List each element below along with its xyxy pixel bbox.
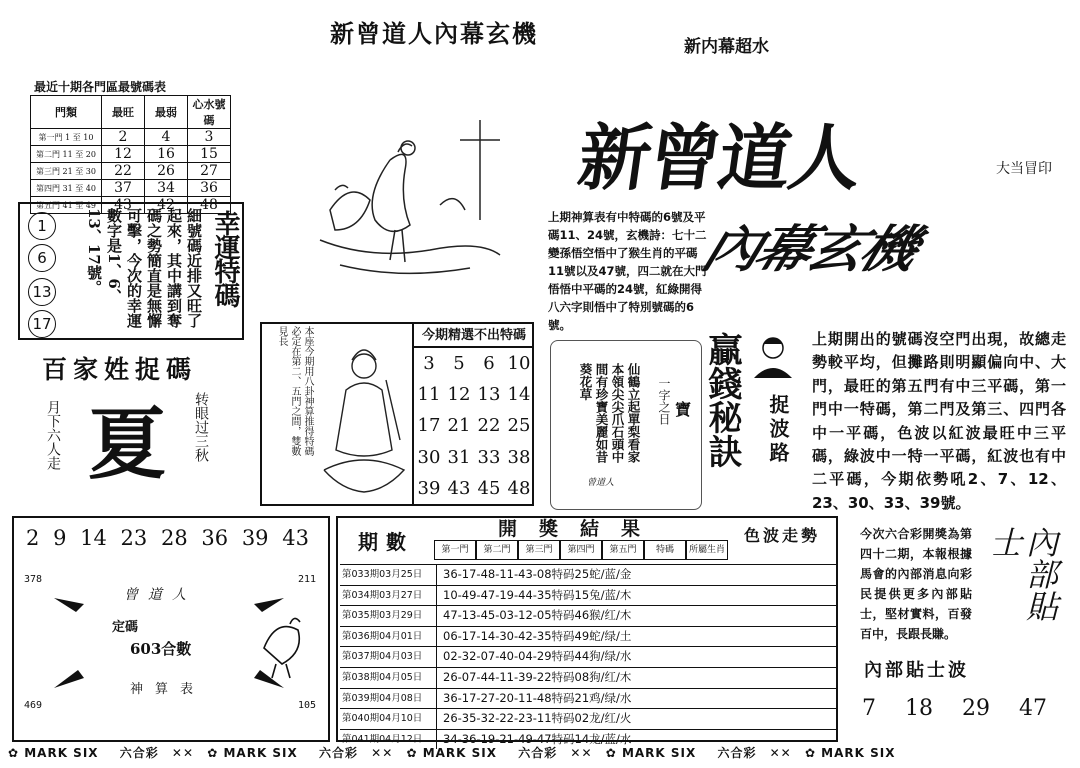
stats-header-cell: 門類 (31, 96, 102, 129)
column-header: 第二門 (476, 540, 518, 560)
period-cell: 第037期04月03日 (340, 647, 437, 667)
god-table-label: 神算表 (130, 682, 206, 697)
arrow-icons (14, 518, 332, 744)
footer-item: 六合彩 ✕✕ (119, 746, 195, 760)
corner-number: 105 (298, 700, 317, 711)
table-row (340, 646, 838, 667)
stats-pick: 15 (188, 146, 231, 163)
logo-line-2: 內幕玄機 (695, 220, 923, 280)
number-item: 36 (201, 526, 229, 550)
number-item: 43 (282, 526, 309, 550)
stats-best: 12 (102, 146, 145, 163)
numbers-box (12, 516, 330, 742)
pick-number: 38 (507, 446, 531, 468)
results-rows (340, 564, 838, 749)
pick-number: 33 (477, 446, 501, 468)
pick-number: 48 (507, 477, 531, 499)
pick-number: 22 (477, 415, 501, 437)
column-header: 第四門 (560, 540, 602, 560)
stats-header-row (31, 96, 231, 129)
corner-number: 378 (24, 574, 43, 585)
footer-item: ✿ MARK SIX (8, 746, 99, 760)
stats-group: 第一門 1 至 10 (31, 129, 102, 146)
surname-clue-left: 月下六人走 (45, 400, 61, 470)
lucky-number-circle: 17 (28, 310, 56, 338)
number-item: 23 (120, 526, 148, 550)
stats-group: 第三門 21 至 30 (31, 163, 102, 180)
results-column-headers (434, 540, 728, 560)
number-item: 14 (80, 526, 107, 550)
stats-best: 22 (102, 163, 145, 180)
lucky-number-circle: 1 (28, 212, 56, 240)
goddess-illustration (316, 330, 412, 502)
surname-title: 百家姓捉碼 (42, 355, 198, 384)
corner-number: 469 (24, 700, 43, 711)
table-row (340, 605, 838, 626)
table-row (340, 626, 838, 647)
scroll-panel (550, 340, 702, 510)
table-row (340, 667, 838, 688)
footer-item: ✿ MARK SIX (406, 746, 498, 760)
sum-label: 603合數 (130, 640, 192, 658)
number-item: 39 (241, 526, 269, 550)
period-cell: 第041期04月12日 (340, 730, 437, 750)
pick-number: 30 (417, 446, 441, 468)
page-subtitle: 新内幕超水 (684, 37, 769, 57)
picks-grid (412, 348, 534, 504)
scroll-side-text: 一字之日 (657, 377, 671, 425)
result-cell: 36-17-48-11-43-08特码25蛇/蓝/金 (443, 567, 632, 581)
period-cell: 第033期03月25日 (340, 565, 437, 585)
column-header: 第三門 (518, 540, 560, 560)
insider-number: 47 (1019, 696, 1047, 721)
number-item: 28 (160, 526, 188, 550)
period-cell: 第035期03月29日 (340, 606, 437, 626)
stats-worst: 4 (145, 129, 188, 146)
period-cell: 第040期04月10日 (340, 709, 437, 729)
footer-item: 六合彩 ✕✕ (717, 746, 792, 760)
column-header: 所屬生肖 (686, 540, 728, 560)
stats-header-cell: 最弱 (145, 96, 188, 129)
pick-number: 45 (477, 477, 501, 499)
footer-item: ✿ MARK SIX (207, 746, 298, 760)
period-header: 期數 (358, 530, 414, 554)
period-cell: 第038期04月05日 (340, 668, 437, 688)
table-row (340, 564, 838, 585)
result-cell: 47-13-45-03-12-05特码46猴/红/木 (443, 608, 632, 623)
picks-title: 今期精選不出特碼 (412, 324, 534, 348)
period-cell: 第034期03月27日 (340, 586, 437, 606)
pick-number: 13 (477, 384, 501, 406)
win-tips-title: 贏錢秘訣 (702, 332, 742, 468)
poem-text: 上期神算表有中特碼的6號及平碼11、24號，玄機詩：七十二變孫悟空悟中了猴生肖的平碼11號以及47號，四二就在大門悟悟中平碼的24號，紅綠開得八六字則悟中了特別號碼的6號。 (548, 210, 707, 332)
pick-number: 25 (507, 415, 531, 437)
result-cell: 34-36-19-21-49-47特码14龙/蓝/水 (443, 731, 632, 746)
pick-number: 39 (417, 477, 441, 499)
period-cell: 第039期04月08日 (340, 689, 437, 709)
pick-number: 10 (507, 353, 531, 375)
author-name: 曾道人 (124, 587, 196, 603)
printer-mark: 大当冒印 (996, 161, 1052, 177)
lucky-brush-title: 幸運特碼 (210, 210, 240, 306)
pick-number: 31 (447, 446, 471, 468)
table-row (31, 180, 231, 197)
stats-pick: 27 (188, 163, 231, 180)
stats-pick: 48 (188, 197, 231, 214)
result-cell: 36-17-27-20-11-48特码21鸡/绿/水 (443, 690, 632, 705)
notice-text: 今次六合彩開獎為第四十二期，本報根據馬會的內部消息向彩民提供更多內部貼士，堅材實料，百發百中，長跟長賺。 (860, 527, 972, 641)
column-header: 第一門 (434, 540, 476, 560)
stats-group: 第四門 31 至 40 (31, 180, 102, 197)
results-title: 開獎結果 (497, 518, 662, 540)
stats-table (30, 95, 231, 214)
column-header: 第五門 (602, 540, 644, 560)
wave-header: 色波走勢 (743, 526, 820, 545)
table-row (340, 708, 838, 729)
stats-header-cell: 心水號碼 (188, 96, 231, 129)
insider-number: 7 (862, 696, 876, 721)
pick-number: 11 (417, 384, 441, 406)
table-row (31, 163, 231, 180)
pick-number: 12 (447, 384, 471, 406)
stats-worst: 26 (145, 163, 188, 180)
stats-worst: 34 (145, 180, 188, 197)
pick-number: 43 (447, 477, 471, 499)
surname-character: 夏 (88, 399, 167, 490)
stats-pick: 3 (188, 129, 231, 146)
lucky-number-box (18, 202, 244, 340)
result-cell: 10-49-47-19-44-35特码15兔/蓝/木 (443, 587, 632, 602)
scroll-treasure-char: 寶 (675, 400, 692, 419)
insider-wave-title: 內部貼士波 (864, 660, 969, 681)
lucky-text: 細號碼近排又旺了起來，其中講到奪碼之勢簡直是無懈可擊，今次的幸運數字是1、6、13、17號。 (85, 208, 203, 328)
corner-number: 211 (298, 574, 317, 585)
lucky-number-circle: 13 (28, 278, 56, 306)
stats-best: 37 (102, 180, 145, 197)
insider-numbers (862, 696, 1047, 721)
insider-brush-title: 內部貼士 (985, 526, 1059, 622)
footer-item: ✿ MARK SIX (605, 746, 697, 760)
insider-number: 29 (962, 696, 990, 721)
footer-item: 六合彩 ✕✕ (318, 746, 394, 760)
fixed-number-label: 定碼 (112, 620, 139, 635)
portrait-illustration (748, 330, 798, 380)
footer-item: ✿ MARK SIX (804, 746, 896, 760)
logo-line-1: 新曾道人 (573, 116, 866, 200)
stats-pick: 36 (188, 180, 231, 197)
pick-number: 5 (453, 353, 465, 375)
goddess-box (260, 322, 534, 506)
stats-group: 第二門 11 至 20 (31, 146, 102, 163)
number-item: 2 (26, 526, 40, 550)
crane-illustration (280, 90, 520, 290)
insider-number: 18 (905, 696, 933, 721)
table-row (340, 585, 838, 606)
number-item: 9 (53, 526, 67, 550)
table-row (31, 129, 231, 146)
stats-best: 43 (102, 197, 145, 214)
results-table (336, 516, 838, 746)
lucky-number-circle: 6 (28, 244, 56, 272)
pick-number: 21 (447, 415, 471, 437)
stats-worst: 16 (145, 146, 188, 163)
result-cell: 06-17-14-30-42-35特码49蛇/绿/土 (443, 628, 632, 643)
result-cell: 02-32-07-40-04-29特码44狗/绿/水 (443, 649, 632, 664)
goddess-text: 本座今期用八卦神算推得特碼必定在第二、五門之間，雙數見長 (276, 326, 313, 456)
stats-caption: 最近十期各門區最號碼表 (34, 80, 167, 94)
page-title: 新曾道人內幕玄機 (330, 19, 538, 48)
analysis-text: 上期開出的號碼沒空門出現，故總走勢較平均，但攤路則明顯偏向中、大門，最旺的第五門有中三平碼，第一門中一特碼，第二門及第三、四門各中一平碼，色波以紅波最旺中三平碼，綠波中一特一平碼，紅波也有中二平碼，今期依勢吼2、7、12、23、30、33、39號。 (812, 330, 1066, 512)
stats-header-cell: 最旺 (102, 96, 145, 129)
stats-group: 第五門 41 至 49 (31, 197, 102, 214)
stats-worst: 42 (145, 197, 188, 214)
scroll-verse: 仙鶴立起單梨看家本領尖尖爪石頭中間有珍寶美麗如昔葵花草 (578, 363, 641, 463)
pick-number: 14 (507, 384, 531, 406)
period-cell: 第036期04月01日 (340, 627, 437, 647)
result-cell: 26-07-44-11-39-22特码08狗/红/木 (443, 669, 632, 684)
pick-number: 6 (483, 353, 495, 375)
footer-banner (8, 744, 1072, 764)
surname-clue-right: 转眼过三秋 (193, 392, 209, 462)
catch-wave-title: 捉波路 (766, 394, 790, 466)
pick-number: 3 (423, 353, 435, 375)
column-header: 特碼 (644, 540, 686, 560)
footer-item: 六合彩 ✕✕ (518, 746, 593, 760)
pick-number: 17 (417, 415, 441, 437)
table-row (31, 146, 231, 163)
table-row (340, 688, 838, 709)
stats-best: 2 (102, 129, 145, 146)
scroll-signature: 曾道人 (587, 478, 615, 488)
result-cell: 26-35-32-22-23-11特码02龙/红/火 (443, 711, 632, 726)
